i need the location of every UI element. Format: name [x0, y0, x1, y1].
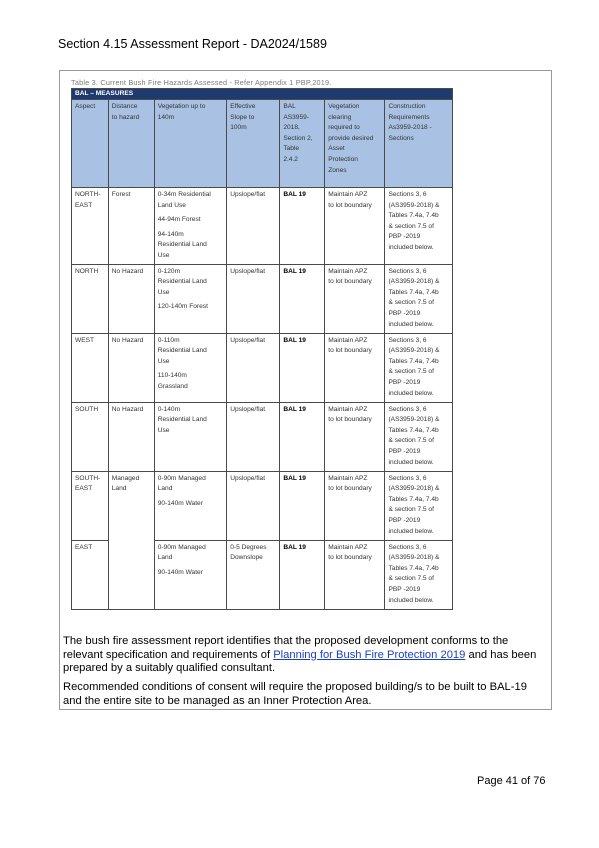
- slope-cell: [227, 188, 280, 265]
- aspect-line: WEST: [75, 336, 95, 344]
- bal-rating: BAL 19: [283, 267, 306, 275]
- paragraph-1-text-end: and has been prepared by a suitably qualified consultant.: [63, 648, 537, 674]
- bal-cell: [280, 471, 325, 540]
- table-body: [72, 188, 453, 610]
- construction-line: PBP -2019: [388, 447, 421, 455]
- distance-cell: [108, 540, 154, 609]
- aspect-line: EAST: [75, 201, 93, 209]
- vegetation-line: Grassland: [157, 382, 188, 390]
- aspect-line: SOUTH: [75, 405, 99, 413]
- vegetation-cell: [154, 333, 227, 402]
- table-row: [72, 188, 453, 265]
- construction-line: & section 7.5 of: [388, 575, 434, 583]
- aspect-cell: [72, 471, 109, 540]
- table-band-header: BAL – MEASURES: [72, 89, 453, 100]
- clearing-cell: [325, 264, 385, 333]
- slope-line: Upslope/flat: [230, 405, 266, 413]
- column-header-line: Zones: [328, 166, 347, 174]
- column-header-line: Vegetation: [328, 103, 360, 110]
- clearing-line: Maintain APZ: [328, 405, 368, 413]
- construction-line: Tables 7.4a, 7.4b: [388, 357, 439, 365]
- construction-line: PBP -2019: [388, 233, 421, 241]
- distance-line: No Hazard: [111, 336, 144, 344]
- vegetation-line: Residential Land: [157, 416, 207, 424]
- aspect-line: EAST: [75, 543, 93, 551]
- clearing-line: to lot boundary: [328, 278, 372, 286]
- vegetation-line: Residential Land: [157, 278, 207, 286]
- vegetation-line: 44-94m Forest: [157, 216, 201, 224]
- construction-cell: [385, 402, 453, 471]
- clearing-line: Maintain APZ: [328, 191, 368, 198]
- vegetation-cell: [154, 264, 227, 333]
- vegetation-line: 90-140m Water: [157, 499, 203, 507]
- vegetation-line: Land Use: [157, 201, 186, 209]
- construction-line: Tables 7.4a, 7.4b: [388, 288, 439, 296]
- distance-line: Managed: [111, 474, 140, 482]
- construction-line: Sections 3, 6: [388, 267, 427, 275]
- clearing-line: to lot boundary: [328, 485, 372, 493]
- column-header-line: Table: [283, 145, 300, 153]
- slope-cell: [227, 540, 280, 609]
- column-header-line: Requirements: [388, 113, 430, 121]
- vegetation-line: Land: [157, 554, 173, 562]
- distance-cell: [108, 402, 154, 471]
- distance-cell: [108, 471, 154, 540]
- distance-cell: [108, 333, 154, 402]
- slope-line: Upslope/flat: [230, 267, 266, 275]
- construction-line: & section 7.5 of: [388, 437, 434, 445]
- distance-cell: [108, 264, 154, 333]
- construction-line: Sections 3, 6: [388, 474, 427, 482]
- slope-line: Upslope/flat: [230, 191, 266, 198]
- distance-line: Forest: [111, 191, 131, 198]
- clearing-cell: [325, 188, 385, 265]
- construction-line: included below.: [388, 458, 434, 466]
- clearing-line: to lot boundary: [328, 201, 372, 209]
- bal-measures-table: [71, 88, 453, 610]
- construction-cell: [385, 471, 453, 540]
- bal-rating: BAL 19: [283, 405, 306, 413]
- construction-line: included below.: [388, 596, 434, 604]
- construction-line: included below.: [388, 527, 434, 535]
- aspect-line: SOUTH-: [75, 474, 101, 482]
- construction-line: Sections 3, 6: [388, 405, 427, 413]
- bal-rating: BAL 19: [283, 474, 306, 482]
- slope-line: Upslope/flat: [230, 336, 266, 344]
- construction-line: (AS3959-2018) &: [388, 416, 440, 424]
- column-header-line: 2018,: [283, 124, 300, 132]
- construction-line: & section 7.5 of: [388, 222, 434, 230]
- column-header-line: AS3959-: [283, 113, 309, 121]
- construction-line: PBP -2019: [388, 378, 421, 386]
- clearing-line: Maintain APZ: [328, 543, 368, 551]
- vegetation-line: 0-90m Managed: [157, 543, 206, 551]
- construction-line: included below.: [388, 320, 434, 328]
- vegetation-cell: [154, 402, 227, 471]
- slope-cell: [227, 264, 280, 333]
- bal-rating: BAL 19: [283, 543, 306, 551]
- vegetation-line: 94-140m: [157, 230, 184, 238]
- bal-cell: [280, 402, 325, 471]
- bal-cell: [280, 264, 325, 333]
- distance-line: Land: [111, 485, 127, 493]
- construction-line: included below.: [388, 243, 434, 251]
- vegetation-line: Use: [157, 357, 170, 365]
- column-header-line: Slope to: [230, 113, 255, 121]
- column-header-line: Asset: [328, 145, 345, 153]
- column-header-row: [72, 100, 453, 188]
- construction-line: (AS3959-2018) &: [388, 278, 440, 286]
- bal-cell: [280, 333, 325, 402]
- vegetation-line: 0-110m: [157, 336, 180, 344]
- vegetation-cell: [154, 540, 227, 609]
- pbp-2019-link[interactable]: Planning for Bush Fire Protection 2019: [273, 648, 466, 661]
- column-header-bal: [280, 100, 325, 188]
- construction-line: PBP -2019: [388, 309, 421, 317]
- construction-line: PBP -2019: [388, 516, 421, 524]
- assessment-paragraph-1: [63, 635, 547, 676]
- construction-line: (AS3959-2018) &: [388, 554, 440, 562]
- construction-line: (AS3959-2018) &: [388, 347, 440, 355]
- vegetation-cell: [154, 471, 227, 540]
- vegetation-line: 90-140m Water: [157, 568, 203, 576]
- column-header-line: clearing: [328, 113, 352, 121]
- table-row: [72, 333, 453, 402]
- aspect-cell: [72, 540, 109, 609]
- aspect-line: NORTH-: [75, 191, 101, 198]
- column-header-slope: [227, 100, 280, 188]
- column-header-line: 2.4.2: [283, 155, 298, 163]
- construction-line: included below.: [388, 389, 434, 397]
- column-header-line: As3959-2018 -: [388, 124, 432, 132]
- assessment-paragraph-2: Recommended conditions of consent will require the proposed building/s to be built to BAL-19 and the entire site to be managed as an Inner Protection Area.: [63, 681, 527, 707]
- vegetation-line: 0-120m: [157, 267, 181, 275]
- clearing-cell: [325, 333, 385, 402]
- column-header-aspect: [72, 100, 109, 188]
- aspect-cell: [72, 188, 109, 265]
- construction-line: Sections 3, 6: [388, 543, 427, 551]
- vegetation-line: Use: [157, 426, 170, 434]
- aspect-cell: [72, 333, 109, 402]
- construction-line: Tables 7.4a, 7.4b: [388, 212, 439, 220]
- distance-cell: [108, 188, 154, 265]
- column-header-line: Sections: [388, 134, 414, 142]
- distance-line: No Hazard: [111, 405, 144, 413]
- slope-cell: [227, 471, 280, 540]
- aspect-cell: [72, 264, 109, 333]
- vegetation-line: Residential Land: [157, 347, 207, 355]
- clearing-cell: [325, 402, 385, 471]
- table-row: [72, 264, 453, 333]
- vegetation-line: 0-90m Managed: [157, 474, 206, 482]
- bal-cell: [280, 540, 325, 609]
- column-header-line: required to: [328, 124, 360, 132]
- column-header-line: Section 2,: [283, 134, 313, 142]
- clearing-line: Maintain APZ: [328, 474, 368, 482]
- vegetation-line: 0-34m Residential: [157, 191, 211, 198]
- slope-line: 0-5 Degrees: [230, 543, 267, 551]
- construction-line: Tables 7.4a, 7.4b: [388, 495, 439, 503]
- construction-line: & section 7.5 of: [388, 506, 434, 514]
- column-header-line: Construction: [388, 103, 426, 110]
- column-header-line: BAL: [283, 103, 296, 110]
- construction-line: (AS3959-2018) &: [388, 201, 440, 209]
- table-row: [72, 540, 453, 609]
- aspect-line: EAST: [75, 485, 93, 493]
- construction-line: & section 7.5 of: [388, 299, 434, 307]
- page-header-title: Section 4.15 Assessment Report - DA2024/1589: [58, 37, 327, 51]
- construction-cell: [385, 188, 453, 265]
- aspect-cell: [72, 402, 109, 471]
- construction-line: & section 7.5 of: [388, 368, 434, 376]
- vegetation-line: Use: [157, 288, 170, 296]
- construction-cell: [385, 264, 453, 333]
- column-header-vegetation: [154, 100, 227, 188]
- clearing-line: to lot boundary: [328, 416, 372, 424]
- bal-rating: BAL 19: [283, 336, 306, 344]
- construction-line: Sections 3, 6: [388, 191, 427, 198]
- construction-line: (AS3959-2018) &: [388, 485, 440, 493]
- vegetation-line: 110-140m: [157, 372, 187, 380]
- vegetation-line: Use: [157, 251, 170, 259]
- column-header-line: Effective: [230, 103, 256, 110]
- clearing-cell: [325, 471, 385, 540]
- aspect-line: NORTH: [75, 267, 99, 275]
- column-header-line: 100m: [230, 124, 247, 132]
- bal-cell: [280, 188, 325, 265]
- table-row: [72, 402, 453, 471]
- clearing-line: to lot boundary: [328, 347, 372, 355]
- construction-line: Sections 3, 6: [388, 336, 427, 344]
- column-header-construction: [385, 100, 453, 188]
- vegetation-cell: [154, 188, 227, 265]
- column-header-line: 140m: [157, 113, 175, 121]
- table-caption: Table 3. Current Bush Fire Hazards Assessed - Refer Appendix 1 PBP,2019.: [71, 78, 332, 87]
- vegetation-line: Residential Land: [157, 241, 207, 249]
- construction-cell: [385, 540, 453, 609]
- column-header-line: Aspect: [75, 103, 96, 110]
- table-row: [72, 471, 453, 540]
- vegetation-line: Land: [157, 485, 173, 493]
- column-header-distance: [108, 100, 154, 188]
- distance-line: No Hazard: [111, 267, 144, 275]
- slope-cell: [227, 402, 280, 471]
- slope-cell: [227, 333, 280, 402]
- vegetation-line: 0-140m: [157, 405, 181, 413]
- column-header-clearing: [325, 100, 385, 188]
- construction-cell: [385, 333, 453, 402]
- clearing-line: to lot boundary: [328, 554, 372, 562]
- construction-line: Tables 7.4a, 7.4b: [388, 564, 439, 572]
- slope-line: Upslope/flat: [230, 474, 266, 482]
- construction-line: PBP -2019: [388, 585, 421, 593]
- construction-line: Tables 7.4a, 7.4b: [388, 426, 439, 434]
- clearing-line: Maintain APZ: [328, 336, 368, 344]
- column-header-line: to hazard: [111, 113, 140, 121]
- paragraph-1-text-start: The bush fire assessment report identifies that the proposed development conforms to the relevant specification and requirements of: [63, 635, 509, 661]
- page-number: Page 41 of 76: [477, 775, 546, 787]
- slope-line: Downslope: [230, 554, 263, 562]
- column-header-line: Distance: [111, 103, 138, 110]
- column-header-line: Protection: [328, 155, 358, 163]
- column-header-line: provide desired: [328, 134, 374, 142]
- clearing-cell: [325, 540, 385, 609]
- bal-rating: BAL 19: [283, 191, 306, 198]
- column-header-line: Vegetation up to: [157, 103, 206, 110]
- vegetation-line: 120-140m Forest: [157, 303, 208, 311]
- clearing-line: Maintain APZ: [328, 267, 368, 275]
